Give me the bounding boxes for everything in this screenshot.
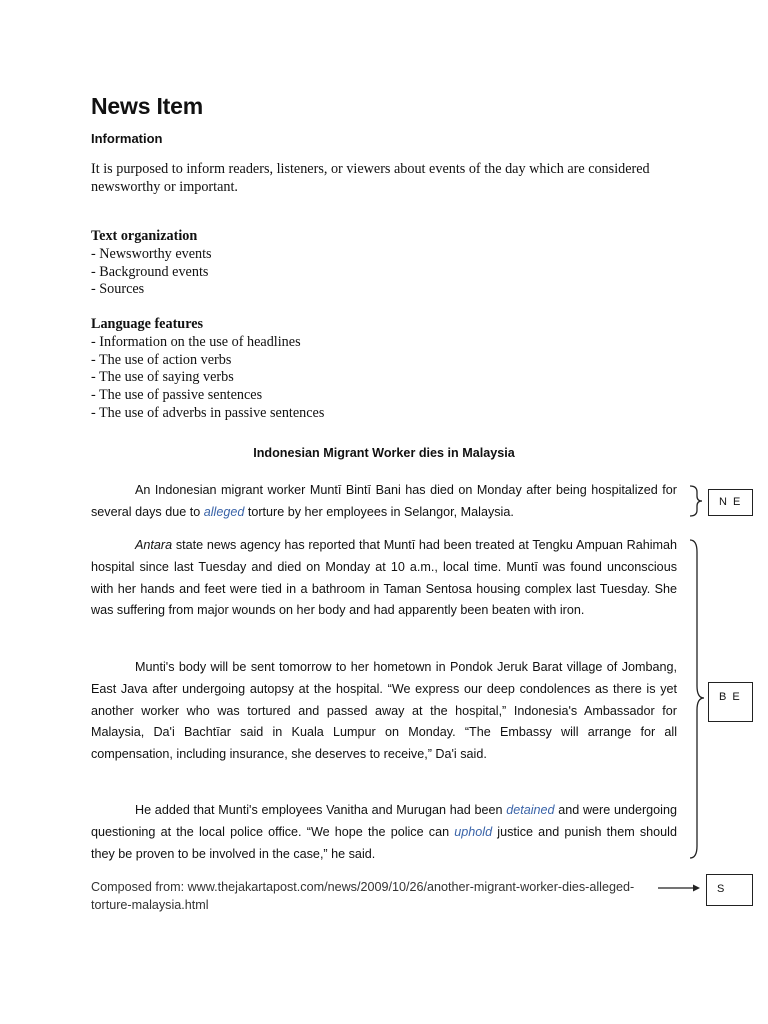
paragraph-text: justice and punish them should they be proven to be involved in the case,” he said. (91, 824, 677, 861)
highlighted-word: alleged (203, 504, 245, 519)
list-item: - Newsworthy events (91, 245, 212, 262)
label-newsworthy-events: N E (708, 489, 753, 516)
paragraph-text: torture by her employees in Selangor, Malaysia. (244, 504, 514, 519)
highlighted-word: detained (506, 803, 555, 817)
brace-newsworthy (690, 486, 702, 516)
article-headline: Indonesian Migrant Worker dies in Malaysia (253, 446, 515, 460)
list-item: - The use of action verbs (91, 351, 232, 368)
list-item: - Background events (91, 263, 209, 280)
source-citation: Composed from: www.thejakartapost.com/news/2009/10/26/another-migrant-worker-dies-alleged-torture-malaysia.html (91, 880, 635, 912)
language-features-heading: Language features (91, 316, 204, 332)
list-item: - The use of adverbs in passive sentences (91, 404, 325, 421)
italic-word: Antara (135, 538, 173, 552)
list-item: - The use of saying verbs (91, 369, 234, 386)
arrow-head-icon (693, 885, 700, 892)
highlighted-word: uphold (454, 824, 493, 839)
label-background-events: B E (708, 682, 753, 722)
brace-background (690, 540, 704, 858)
paragraph-text: and were undergoing questioning at the local police office. “We hope the police can (91, 803, 677, 839)
text-organization-heading: Text organization (91, 228, 198, 244)
paragraph-text: He added that Munti's employees Vanitha and Murugan had been (135, 803, 507, 817)
list-item: - Information on the use of headlines (91, 333, 301, 350)
list-item: - Sources (91, 281, 145, 298)
information-heading: Information (91, 131, 163, 146)
paragraph-text: state news agency has reported that Muntī had been treated at Tengku Ampuan Rahimah hospital since last Tuesday and died on Monday at 10 a.m., local time. Muntī was found unconscious with her hands and feet were tied in a bathroom in Taman Sentosa housing complex last Tuesday. She was suffering from major wounds on her body and had apparently been beaten with iron. (91, 538, 677, 618)
purpose-text: It is purposed to inform readers, listeners, or viewers about events of the day which are considered newsworthy or important. (91, 161, 650, 195)
list-item: - The use of passive sentences (91, 387, 263, 404)
paragraph-text: An Indonesian migrant worker Muntī Bintī Bani has died on Monday after being hospitalized for several days due to (91, 483, 677, 519)
page-title: News Item (91, 93, 203, 119)
article-paragraph-background-2: Munti's body will be sent tomorrow to her hometown in Pondok Jeruk Barat village of Jombang, East Java after undergoing autopsy at the hospital. “We express our deep condolences as there is yet another worker who was tortured and passed away at the hospital,” Indonesia's Ambassador for Malaysia, Da'i Bachtīar said in Kuala Lumpur on Monday. “The Embassy will arrange for all compensation, including insurance, she deserves to receive,” Da'i said. (91, 660, 677, 762)
label-sources: S (706, 874, 753, 906)
